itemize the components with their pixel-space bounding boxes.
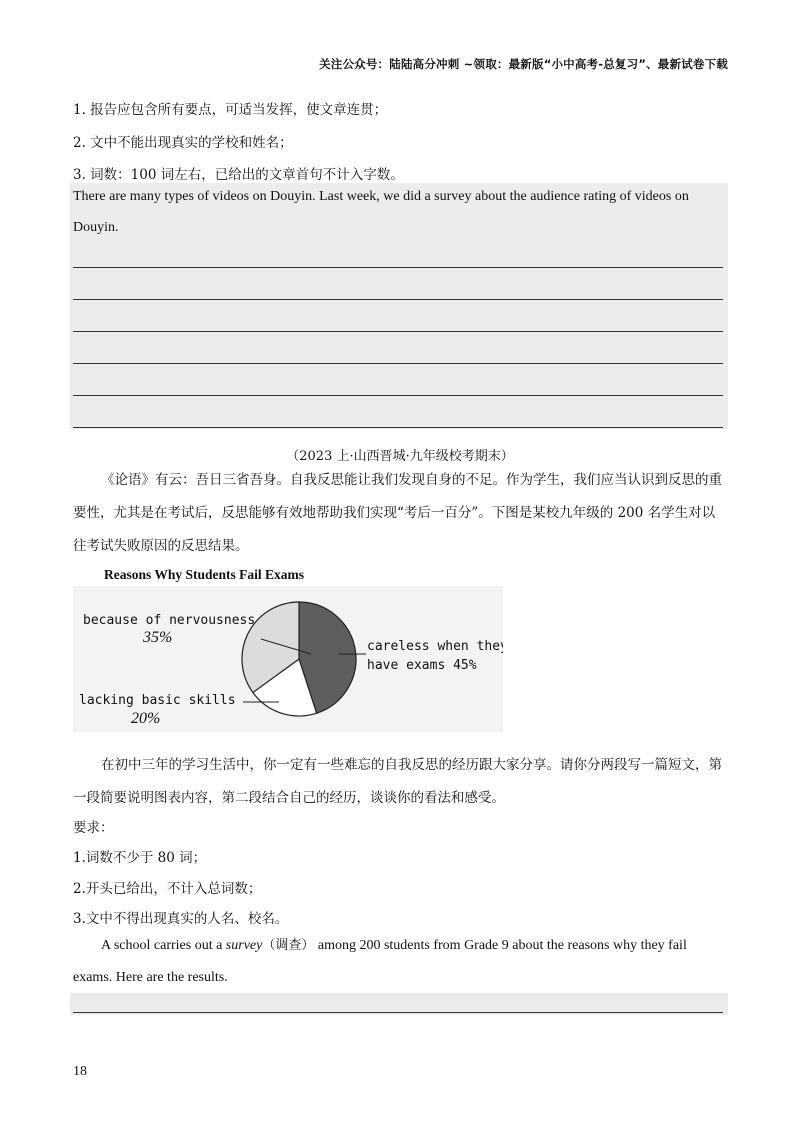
intro-paragraph: 《论语》有云：吾日三省吾身。自我反思能让我们发现自身的不足。作为学生，我们应当认识到反思的重要性，尤其是在考试后，反思能够有效地帮助我们实现“考后一百分”。下图是某校九年级的 200 名学生对以往考试失败原因的反思结果。 (73, 472, 722, 554)
pie-chart (73, 586, 503, 732)
requirement-item-2: 2. 文中不能出现真实的学校和姓名； (73, 135, 293, 151)
writing-line (73, 395, 723, 396)
requirement-bottom-2: 2.开头已给出，不计入总词数； (73, 881, 262, 897)
page-number: 18 (73, 1064, 87, 1079)
source-caption: （2023 上·山西晋城·九年级校考期末） (286, 449, 514, 464)
essay-start-paren: （调查） (262, 938, 315, 953)
answer-box-1 (70, 183, 728, 429)
writing-line (73, 363, 723, 364)
task-paragraph: 在初中三年的学习生活中，你一定有一些难忘的自我反思的经历跟大家分享。请你分两段写一篇短文，第一段简要说明图表内容，第二段结合自己的经历，谈谈你的看法和感受。 (73, 757, 722, 806)
essay-opening-line-1: There are many types of videos on Douyin. Last week, we did a survey about the audience rating of videos on (73, 189, 689, 204)
requirement-item-1: 1. 报告应包含所有要点，可适当发挥，使文章连贯； (73, 102, 388, 118)
writing-line (73, 299, 723, 300)
slice-value-nervousness: 35% (143, 629, 173, 646)
writing-line (73, 427, 723, 428)
writing-line (73, 1012, 723, 1013)
requirement-item-3: 3. 词数：100 词左右，已给出的文章首句不计入字数。 (73, 167, 404, 183)
essay-start-paragraph (73, 930, 728, 994)
slice-label-nervousness: because of nervousness (83, 613, 256, 628)
pie-chart-svg (73, 586, 503, 732)
essay-start-text-c: exams. Here are the results. (73, 970, 228, 985)
writing-line (73, 331, 723, 332)
requirement-bottom-1: 1.词数不少于 80 词； (73, 850, 207, 866)
requirements-label: 要求： (73, 820, 114, 836)
essay-start-italic: survey (225, 938, 263, 953)
slice-label-careless: careless when they have exams 45% (367, 639, 503, 673)
requirement-bottom-3: 3.文中不得出现真实的人名、校名。 (73, 911, 289, 927)
writing-line (73, 267, 723, 268)
slice-value-skills: 20% (131, 710, 161, 727)
page-header: 关注公众号：陆陆高分冲刺 ~领取：最新版“小中高考-总复习”、最新试卷下载 (319, 57, 728, 71)
slice-label-skills: lacking basic skills (79, 693, 236, 708)
essay-opening-line-2: Douyin. (73, 220, 119, 235)
essay-start-text-a: A school carries out a (101, 938, 226, 953)
essay-start-text-b: among 200 students from Grade 9 about the reasons why they fail (314, 938, 687, 953)
chart-title: Reasons Why Students Fail Exams (104, 567, 305, 582)
